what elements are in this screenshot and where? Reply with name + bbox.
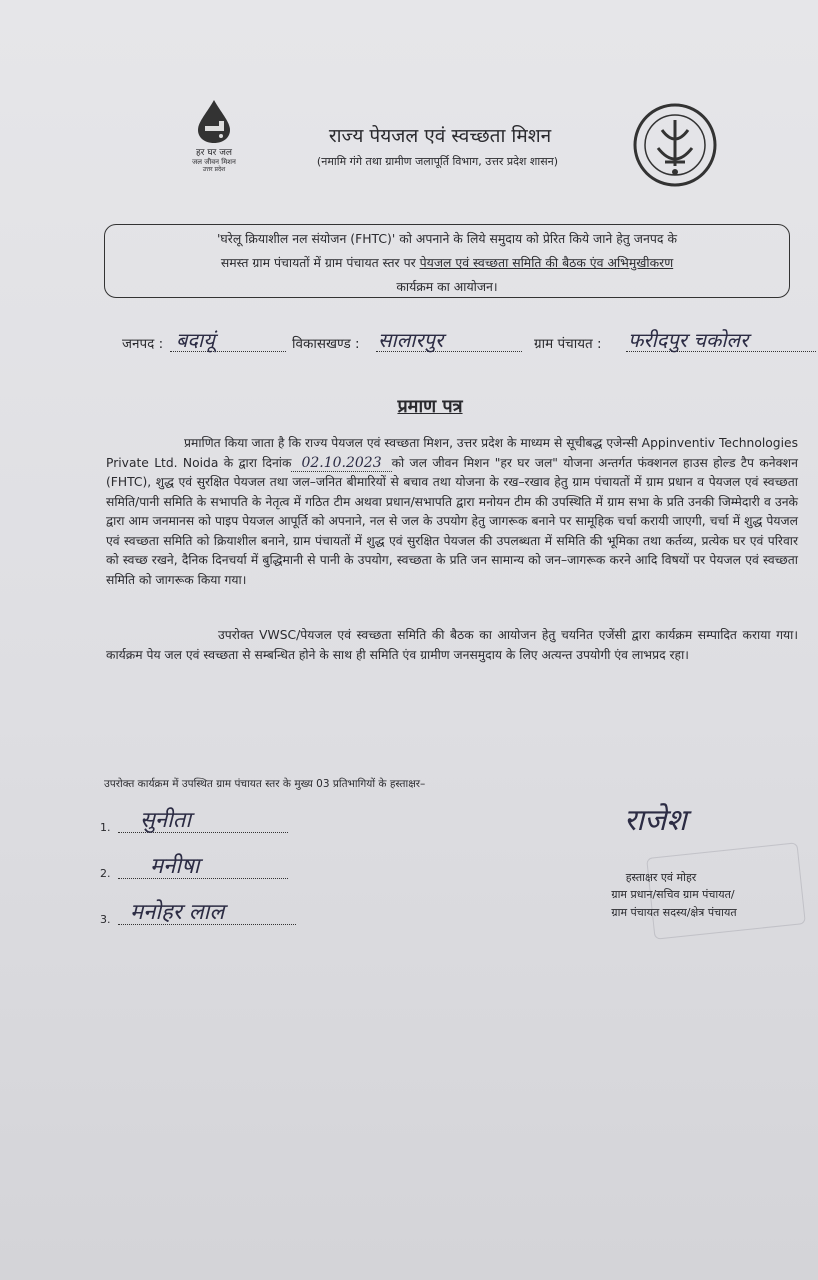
- signature-caption-2: ग्राम प्रधान/सचिव ग्राम पंचायत/: [611, 888, 735, 901]
- participant-signature-3: [100, 900, 225, 927]
- block-field: [376, 328, 522, 352]
- panchayat-label: ग्राम पंचायत :: [534, 336, 602, 352]
- page-title: राज्य पेयजल एवं स्वच्छता मिशन: [328, 125, 552, 147]
- certificate-paragraph-1: [106, 434, 798, 590]
- district-label: जनपद :: [122, 336, 164, 352]
- participant-name: मनोहर लाल: [130, 900, 225, 925]
- banner-line-1: 'घरेलू क्रियाशील नल संयोजन (FHTC)' को अपनाने के लिये समुदाय को प्रेरित किये जाने हेतु जनपद के: [217, 231, 677, 246]
- banner-line-3: कार्यक्रम का आयोजन।: [396, 279, 498, 294]
- up-government-emblem: [632, 102, 718, 192]
- signature-caption-1: हस्ताक्षर एवं मोहर: [625, 871, 697, 884]
- har-ghar-jal-logo: [186, 98, 242, 173]
- panchayat-value: फरीदपुर चकोलर: [628, 328, 749, 352]
- participants-intro: उपरोक्त कार्यक्रम में उपस्थित ग्राम पंचायत स्तर के मुख्य 03 प्रतिभागियों के हस्ताक्षर–: [104, 778, 426, 790]
- participant-name: सुनीता: [140, 808, 192, 833]
- banner-line-2: [112, 254, 782, 271]
- participant-number: 2.: [100, 867, 111, 880]
- district-field: [170, 328, 286, 352]
- participant-number: 3.: [100, 913, 111, 926]
- panchayat-field: [626, 328, 816, 352]
- logo-caption-3: उत्तर प्रदेश: [202, 166, 226, 173]
- logo-caption-2: जल जीवन मिशन: [192, 158, 236, 166]
- certificate-heading: प्रमाण पत्र: [397, 396, 463, 417]
- pradhan-signature: राजेश: [624, 803, 687, 838]
- paragraph-1-body: को जल जीवन मिशन "हर घर जल" योजना अन्तर्गत फंक्शनल हाउस होल्ड टैप कनेक्शन (FHTC), शुद्ध एवं सुरक्षित पेयजल तथा जल–जनित बीमारियों से बचाव तथा योजना के रख–रखाव हेतु ग्राम पंचायतों में ग्राम प्रधान व पेयजल एवं स्वच्छता समिति/पानी समिति के सभापति के नेतृत्व में गठित टीम अथवा प्रधान/सभापति द्वारा मनोयन टीम की उपस्थिति में ग्राम सभा के प्रति उनकी जिम्मेदारी व उनके द्वारा आम जनमानस को पाइप पेयजल आपूर्ति को अपनाने, नल से जल के उपयोग हेतु जागरूक बनाने पर सामूहिक चर्चा करायी जाएगी, चर्चा में शुद्ध पेयजल एवं स्वच्छता समिति को क्रियाशील बनाने, ग्राम पंचायतों में शुद्ध एवं सुरक्षित पेयजल की उपलब्धता में समिति की भूमिका तथा कर्तव्य, प्रत्येक घर एवं परिवार को स्वच्छ रखने, दैनिक दिनचर्या में बुद्धिमानी से पानी के उपयोग, स्वच्छता के प्रति जन सामान्य को जन–जागरूक करने आदि विषयों पर पेयजल एवं स्वच्छता समिति को जागरूक किया गया।: [106, 455, 798, 587]
- certificate-paragraph-2: उपरोक्त VWSC/पेयजल एवं स्वच्छता समिति की बैठक का आयोजन हेतु चयनित एजेंसी द्वारा कार्यक्रम सम्पादित कराया गया। कार्यक्रम पेय जल एवं स्वच्छता से सम्बन्धित होने के साथ ही समिति एंव ग्रामीण जनसमुदाय के लिए अत्यन्त उपयोगी एंव लाभप्रद रहा।: [106, 628, 798, 662]
- block-label: विकासखण्ड :: [292, 336, 360, 352]
- logo-caption-1: हर घर जल: [196, 148, 232, 158]
- participant-number: 1.: [100, 821, 111, 834]
- banner-line-2-prefix: समस्त ग्राम पंचायतों में ग्राम पंचायत स्तर पर: [220, 255, 420, 270]
- district-value: बदायूं: [176, 328, 215, 352]
- block-value: सालारपुर: [378, 328, 444, 352]
- signature-caption-3: ग्राम पंचायत सदस्य/क्षेत्र पंचायत: [611, 906, 737, 919]
- event-date-value: 02.10.2023: [291, 455, 391, 472]
- participant-name: मनीषा: [150, 854, 200, 879]
- paragraph-1-intro: प्रमाणित किया जाता है कि राज्य पेयजल एवं स्वच्छता मिशन, उत्तर प्रदेश के माध्यम से सूचीबद्ध एजेन्सी Appinventiv Technologies Private Ltd. Noida के द्वारा दिनांक: [106, 436, 798, 470]
- water-drop-icon: [186, 98, 242, 144]
- participant-signature-1: [100, 808, 192, 835]
- page-subtitle: (नमामि गंगे तथा ग्रामीण जलापूर्ति विभाग, उत्तर प्रदेश शासन): [316, 155, 559, 168]
- participant-line: [118, 862, 288, 879]
- banner-line-2-underlined: पेयजल एवं स्वच्छता समिति की बैठक एंव अभिमुखीकरण: [419, 255, 674, 270]
- participant-signature-2: [100, 854, 200, 881]
- state-seal-icon: [632, 102, 718, 188]
